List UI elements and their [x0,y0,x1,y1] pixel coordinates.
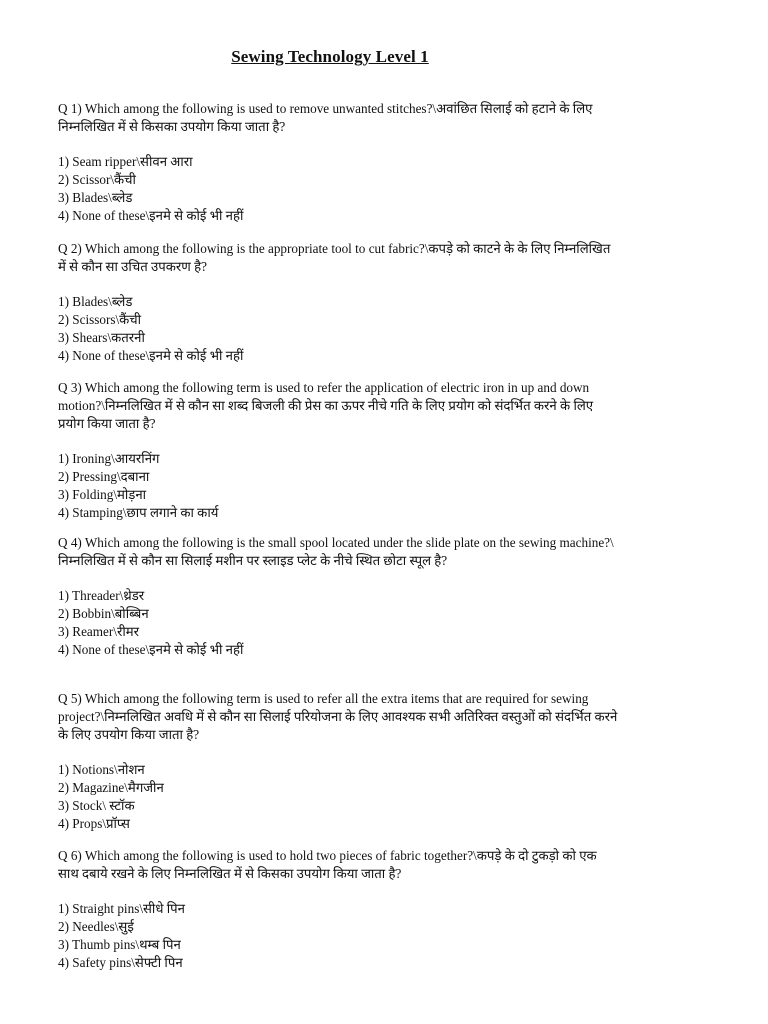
option-item: 4) None of these\इनमे से कोई भी नहीं [58,642,244,657]
option-item: 3) Folding\मोड़ना [58,487,147,502]
question-block-4 [58,534,618,659]
option-item: 1) Notions\नोशन [58,762,145,777]
option-item: 3) Shears\कतरनी [58,330,145,345]
option-item: 2) Pressing\दबाना [58,469,150,484]
question-text: Q 1) Which among the following is used to remove unwanted stitches?\अवांछित सिलाई को हटाने के लिए निम्नलिखित में से किसका उपयोग किया जाता है? [58,101,593,134]
option-item: 1) Seam ripper\सीवन आरा [58,154,193,169]
question-text: Q 5) Which among the following term is used to refer all the extra items that are required for sewing project?\निम्नलिखित अवधि में से कौन सा सिलाई परियोजना के लिए आवश्यक सभी अतिरिक्त वस्तुओं को संदर्भित करने के लिए उपयोग किया जाता है? [58,691,618,742]
question-block-5 [58,690,618,833]
question-block-1 [58,100,618,225]
question-block-2 [58,240,618,365]
option-list [58,293,618,365]
document-title: Sewing Technology Level 1 [231,47,429,66]
option-item: 3) Blades\ब्लेड [58,190,133,205]
option-list [58,587,618,659]
option-item: 4) Safety pins\सेफ्टी पिन [58,955,183,970]
option-list [58,450,618,522]
option-item: 4) Props\प्रॉप्स [58,816,130,831]
option-item: 2) Bobbin\बोब्बिन [58,606,149,621]
question-text: Q 6) Which among the following is used to hold two pieces of fabric together?\कपड़े के दो टुकड़ो को एक साथ दबाये रखने के लिए निम्नलिखित में से किसका उपयोग किया जाता है? [58,848,597,881]
option-item: 2) Scissors\कैंची [58,312,142,327]
question-text: Q 4) Which among the following is the small spool located under the slide plate on the sewing machine?\ निम्नलिखित में से कौन सा सिलाई मशीन पर स्लाइड प्लेट के नीचे स्थित छोटा स्पूल है? [58,535,614,568]
option-list [58,900,618,972]
option-item: 1) Ironing\आयरनिंग [58,451,160,466]
option-list [58,761,618,833]
option-item: 2) Scissor\कैंची [58,172,136,187]
question-text: Q 3) Which among the following term is used to refer the application of electric iron in up and down motion?\निम्नलिखित में से कौन सा शब्द बिजली की प्रेस का ऊपर नीचे गति के लिए प्रयोग को संदर्भित करने के लिए प्रयोग किया जाता है? [58,380,594,431]
option-item: 1) Straight pins\सीधे पिन [58,901,185,916]
option-item: 3) Reamer\रीमर [58,624,140,639]
option-item: 1) Blades\ब्लेड [58,294,133,309]
option-item: 4) Stamping\छाप लगाने का कार्य [58,505,219,520]
option-item: 1) Threader\थ्रेडर [58,588,145,603]
option-item: 4) None of these\इनमे से कोई भी नहीं [58,208,244,223]
option-item: 3) Thumb pins\थम्ब पिन [58,937,181,952]
option-item: 2) Needles\सुई [58,919,134,934]
option-item: 3) Stock\ स्टॉक [58,798,135,813]
option-list [58,153,618,225]
question-text: Q 2) Which among the following is the appropriate tool to cut fabric?\कपड़े को काटने के के लिए निम्नलिखित में से कौन सा उचित उपकरण है? [58,241,611,274]
question-block-3 [58,379,618,522]
option-item: 4) None of these\इनमे से कोई भी नहीं [58,348,244,363]
option-item: 2) Magazine\मैगजीन [58,780,164,795]
question-block-6 [58,847,618,972]
